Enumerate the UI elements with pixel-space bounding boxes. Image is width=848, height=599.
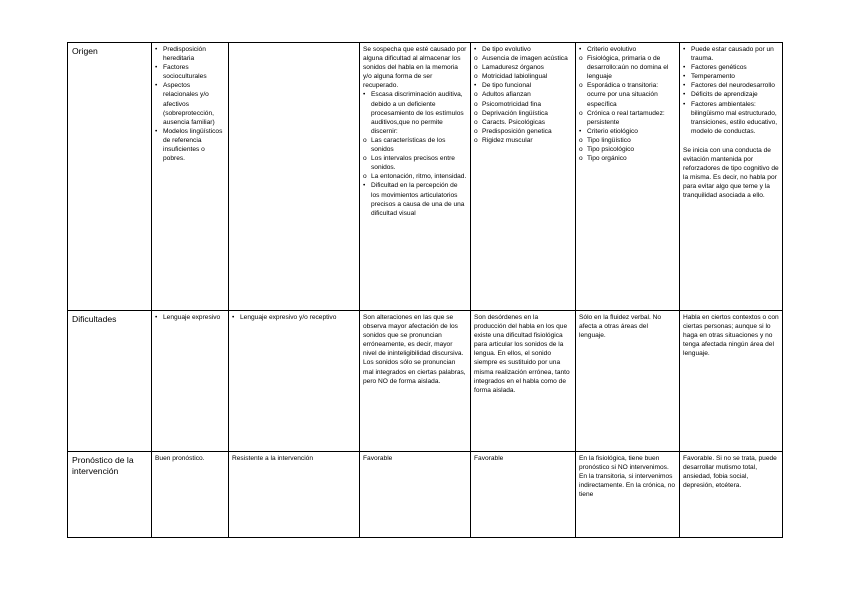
cell-paragraph: En la fisiológica, tiene buen pronóstico si NO intervenimos. En la transitoria, si intervenimos indirectamente. En la crónica, no tiene <box>579 455 676 499</box>
cell-list-item: o Tipo lingüístico <box>579 136 676 145</box>
cell-list-item: o Crónica o real tartamudez: persistente <box>579 109 676 127</box>
cell-list-item: o Adultos afianzan <box>474 90 572 99</box>
table-cell <box>229 43 360 311</box>
cell-paragraph: Buen pronóstico. <box>155 455 205 462</box>
table-cell <box>229 452 360 538</box>
cell-list-item: o Fisiológica, primaria o de desarrollo:aún no domina el lenguaje <box>579 54 676 81</box>
table-row <box>68 43 783 311</box>
cell-list-item: o Rigidez muscular <box>474 136 572 145</box>
table-cell <box>471 43 576 311</box>
table-cell <box>680 311 783 452</box>
table-cell <box>576 43 680 311</box>
cell-list-item: • De tipo evolutivo <box>474 45 572 54</box>
table-cell <box>229 311 360 452</box>
cell-list-item: • Modelos lingüísticos de referencia insuficientes o pobres. <box>155 127 225 163</box>
cell-list-item: • Lenguaje expresivo y/o receptivo <box>232 313 356 322</box>
cell-paragraph: Favorable. Si no se trata, puede desarrollar mutismo total, ansiedad, fobia social, depresión, etcétera. <box>683 455 777 490</box>
cell-list-item: o Ausencia de imagen acústica <box>474 54 572 63</box>
row-header: Pronóstico de la intervención <box>68 452 152 538</box>
cell-list-item: • Factores del neurodesarrollo <box>683 81 779 90</box>
cell-list-item: o Lamaduresz órganos <box>474 63 572 72</box>
cell-list-item: • Factores genéticos <box>683 63 779 72</box>
cell-list-item: • Temperamento <box>683 72 779 81</box>
table-cell <box>360 43 471 311</box>
cell-paragraph: Habla en ciertos contextos o con ciertas personas; aunque si lo haga en otras situaciones y no tenga afectada ningún área del lenguaje. <box>683 314 779 358</box>
table-cell <box>360 311 471 452</box>
table-cell <box>152 311 229 452</box>
cell-list-item: o Las características de los sonidos <box>363 136 467 154</box>
cell-list-item: o Esporádica o transitoria: ocurre por una situación específica <box>579 81 676 108</box>
cell-list-item: • Dificultad en la percepción de los movimientos articulatorios precisos a causa de una de una dificultad visual <box>363 181 467 217</box>
cell-list-item: o Predisposición genetica <box>474 127 572 136</box>
row-header: Origen <box>68 43 152 311</box>
table-cell <box>576 452 680 538</box>
table-cell <box>360 452 471 538</box>
cell-list-item: o Tipo psicológico <box>579 145 676 154</box>
table-cell <box>152 43 229 311</box>
cell-list-item: • Predisposición hereditaria <box>155 45 225 63</box>
cell-list-item: o Tipo orgánico <box>579 154 676 163</box>
cell-paragraph: Favorable <box>363 455 393 462</box>
cell-paragraph: Son alteraciones en las que se observa mayor afectación de los sonidos que se pronuncian erróneamente, es decir, mayor nivel de ininteligibilidad discursiva. Los sonidos sólo se pronuncian mal integrados en ciertas palabras, pero NO de forma aislada. <box>363 314 466 385</box>
cell-list-item: • Puede estar causado por un trauma. <box>683 45 779 63</box>
cell-list-item: o Los intervalos precisos entre sonidos. <box>363 154 467 172</box>
cell-list-item: • Lenguaje expresivo <box>155 313 225 322</box>
cell-paragraph: Son desórdenes en la producción del habla en los que existe una dificultad fisiológica para articular los sonidos de la lengua. En ellos, el sonido siempre es sustituido por una misma realización errónea, tanto integrados en el habla como de forma aislada. <box>474 314 570 394</box>
cell-paragraph: Se sospecha que esté causado por alguna dificultad al almacenar los sonidos del habla en la memoria y/o alguna forma de ser recuperado. <box>363 46 467 90</box>
table-cell <box>680 452 783 538</box>
cell-list-item: • De tipo funcional <box>474 81 572 90</box>
cell-list-item: • Factores socioculturales <box>155 63 225 81</box>
table-row <box>68 311 783 452</box>
cell-paragraph: Resistente a la intervención <box>232 455 314 462</box>
cell-list-item: • Déficits de aprendizaje <box>683 90 779 99</box>
cell-list-item: • Criterio evolutivo <box>579 45 676 54</box>
cell-paragraph: Sólo en la fluidez verbal. No afecta a otras áreas del lenguaje. <box>579 314 662 340</box>
table-row <box>68 452 783 538</box>
cell-list-item: o Motricidad labiolingual <box>474 72 572 81</box>
cell-list-item: o Deprivación lingüística <box>474 109 572 118</box>
table-cell <box>152 452 229 538</box>
cell-paragraph: Se inicia con una conducta de evitación mantenida por reforzadores de tipo cognitivo de la misma. Es decir, no habla por para evitar algo que teme y la tranquilidad asociada a ello. <box>683 146 779 200</box>
table-cell <box>576 311 680 452</box>
cell-list-item: o La entonación, ritmo, intensidad. <box>363 172 467 181</box>
cell-list-item: o Psicomotricidad fina <box>474 100 572 109</box>
table-cell <box>680 43 783 311</box>
table-cell <box>471 311 576 452</box>
table-cell <box>471 452 576 538</box>
cell-paragraph: Favorable <box>474 455 504 462</box>
cell-list-item: • Criterio etiológico <box>579 127 676 136</box>
cell-list-item: • Escasa discriminación auditiva, debido a un deficiente procesamiento de los estímulos auditivos,que no permite discernir: <box>363 90 467 135</box>
cell-list-item: • Aspectos relacionales y/o afectivos (sobreprotección, ausencia familiar) <box>155 81 225 126</box>
spacer <box>683 136 779 146</box>
cell-list-item: o Caracts. Psicológicas <box>474 118 572 127</box>
comparison-table <box>67 42 783 538</box>
cell-list-item: • Factores ambientales: bilingüismo mal estructurado, transiciones, estilo educativo, modelo de conductas. <box>683 100 779 136</box>
row-header: Dificultades <box>68 311 152 452</box>
